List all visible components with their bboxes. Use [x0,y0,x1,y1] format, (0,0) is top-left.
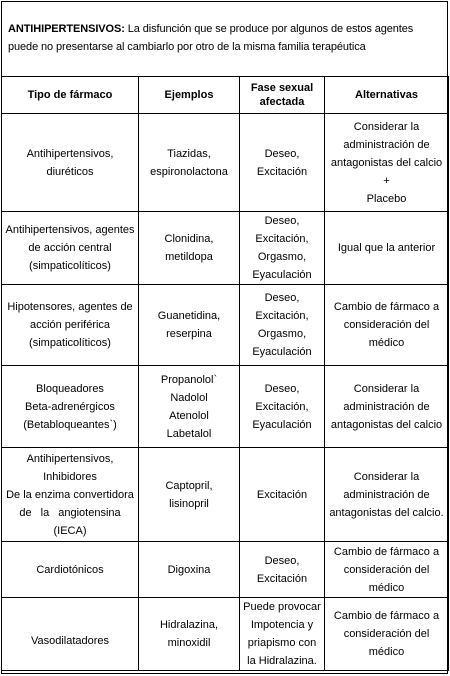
cell-ejemplos [139,212,240,285]
cell-line: + [383,174,390,187]
cell-alternativas [325,285,449,366]
cell-line: Captopril, [165,479,213,492]
cell-line: administración de [343,400,430,413]
cell-line: Cambio de fármaco a [333,545,440,558]
cell-line: consideración del [343,319,430,331]
cell-line: Considerar la [353,120,420,133]
cell-fase [240,448,325,542]
cell-fase [240,542,325,598]
cell-line: (IECA) [53,524,87,537]
caption-text: La disfunción que se produce por algunos de estos agentes puede no presentarse al cambiarlo por otro de la misma familia terapéutica [8,23,414,53]
cell-tipo [2,542,139,598]
drug-table [1,76,449,671]
table-row [2,114,449,212]
cell-line: Eyaculación [252,418,312,431]
cell-line: Puede provocar [243,601,321,613]
cell-fase [240,366,325,448]
cell-line: Considerar la [353,382,420,395]
table-row [2,598,449,671]
cell-line: de la angiotensina [19,506,121,519]
cell-ejemplos [139,366,240,448]
caption-lead: ANTIHIPERTENSIVOS: [8,23,125,35]
cell-line: Cambio de fármaco a [333,301,440,313]
cell-line: Vasodilatadores [30,635,110,647]
cell-line: (Betabloqueantes`) [23,418,117,431]
cell-line: Atenolol [169,409,209,422]
cell-line: reserpina [166,328,212,340]
table-row [2,285,449,366]
cell-line: Deseo, [264,292,300,304]
cell-line: De la enzima convertidora [6,488,134,501]
cell-line: Orgasmo, [257,251,307,263]
header-fase: Fase sexual afectada [240,77,325,114]
cell-line: Labetalol [166,427,212,440]
cell-ejemplos [139,598,240,671]
cell-line: Excitación, [255,400,309,413]
cell-fase [240,114,325,212]
cell-line: Hidralazina, [159,619,219,631]
cell-alternativas [325,598,449,671]
cell-line: Eyaculación [252,346,312,358]
cell-tipo [2,212,139,285]
cell-line: administración de [343,488,430,501]
cell-alternativas [325,114,449,212]
cell-line: administración de [343,138,430,151]
cell-line: Antihipertensivos, agentes [5,224,135,236]
header-alternativas: Alternativas [325,77,449,114]
cell-line: Bloqueadores [36,382,104,395]
cell-tipo [2,448,139,542]
cell-line: (simpaticolíticos) [29,337,111,349]
cell-alternativas [325,366,449,448]
cell-line: de acción central [28,242,112,254]
cell-line: Considerar la [353,470,420,483]
cell-line: antagonistas del calcio [330,418,443,431]
cell-line: Deseo, [264,554,300,567]
cell-line: Excitación [256,572,308,585]
cell-line: Hipotensores, agentes de [7,301,133,313]
cell-line: Cardiotónicos [36,563,104,576]
cell-line: metildopa [165,251,213,263]
table-row [2,366,449,448]
cell-line: médico [368,337,405,349]
cell-line: Eyaculación [252,269,312,281]
cell-line: Guanetidina, [157,310,221,322]
cell-ejemplos [139,542,240,598]
cell-line: priapismo con [247,637,317,649]
cell-alternativas [325,448,449,542]
cell-line: Orgasmo, [257,328,307,340]
cell-line: Inhibidores [43,470,97,483]
cell-line: acción periférica [29,319,111,331]
cell-line: antagonistas del calcio [330,156,443,169]
cell-line: diuréticos [46,165,94,178]
cell-line: Deseo, [264,147,300,160]
cell-line: médico [368,646,405,658]
cell-line: médico [368,581,405,594]
cell-fase [240,212,325,285]
cell-fase [240,598,325,671]
cell-line: Excitación, [255,233,309,245]
cell-alternativas [325,542,449,598]
cell-ejemplos [139,285,240,366]
table-row [2,212,449,285]
table-caption [1,1,448,77]
cell-line: Antihipertensivos, [26,147,114,160]
table-row [2,448,449,542]
cell-line: Clonidina, [164,233,214,245]
cell-ejemplos [139,448,240,542]
cell-line: Deseo, [264,215,300,227]
cell-line: antagonistas del calcio. [329,506,444,519]
cell-line: consideración del [343,628,430,640]
cell-tipo [2,285,139,366]
cell-tipo [2,114,139,212]
cell-line: Antihipertensivos, [26,452,114,465]
cell-line: Impotencia y [250,619,314,631]
header-tipo: Tipo de fármaco [2,77,139,114]
cell-line: la Hidralazina. [247,655,317,667]
cell-line: Digoxina [167,563,211,576]
cell-line: Deseo, [264,382,300,395]
header-row [2,77,449,114]
cell-line: minoxidil [167,637,211,649]
cell-fase [240,285,325,366]
cell-ejemplos [139,114,240,212]
table-row [2,542,449,598]
cell-line: Excitación [256,165,308,178]
cell-line: Tiazidas, [167,147,211,160]
cell-line: Beta-adrenérgicos [25,400,115,413]
cell-tipo [2,598,139,671]
header-ejemplos: Ejemplos [139,77,240,114]
cell-tipo [2,366,139,448]
cell-line: Nadolol [170,391,208,404]
cell-line: Cambio de fármaco a [333,610,440,622]
cell-line: lisinopril [169,497,209,510]
cell-line: (simpaticolíticos) [29,260,111,272]
cell-line: Igual que la anterior [337,242,436,254]
cell-line: espironolactona [150,165,228,178]
cell-line: Excitación, [255,310,309,322]
cell-line: consideración del [343,563,430,576]
cell-line: Excitación [256,488,308,501]
cell-line: Propanolol` [160,373,218,386]
cell-alternativas [325,212,449,285]
cell-line: Placebo [366,192,407,205]
